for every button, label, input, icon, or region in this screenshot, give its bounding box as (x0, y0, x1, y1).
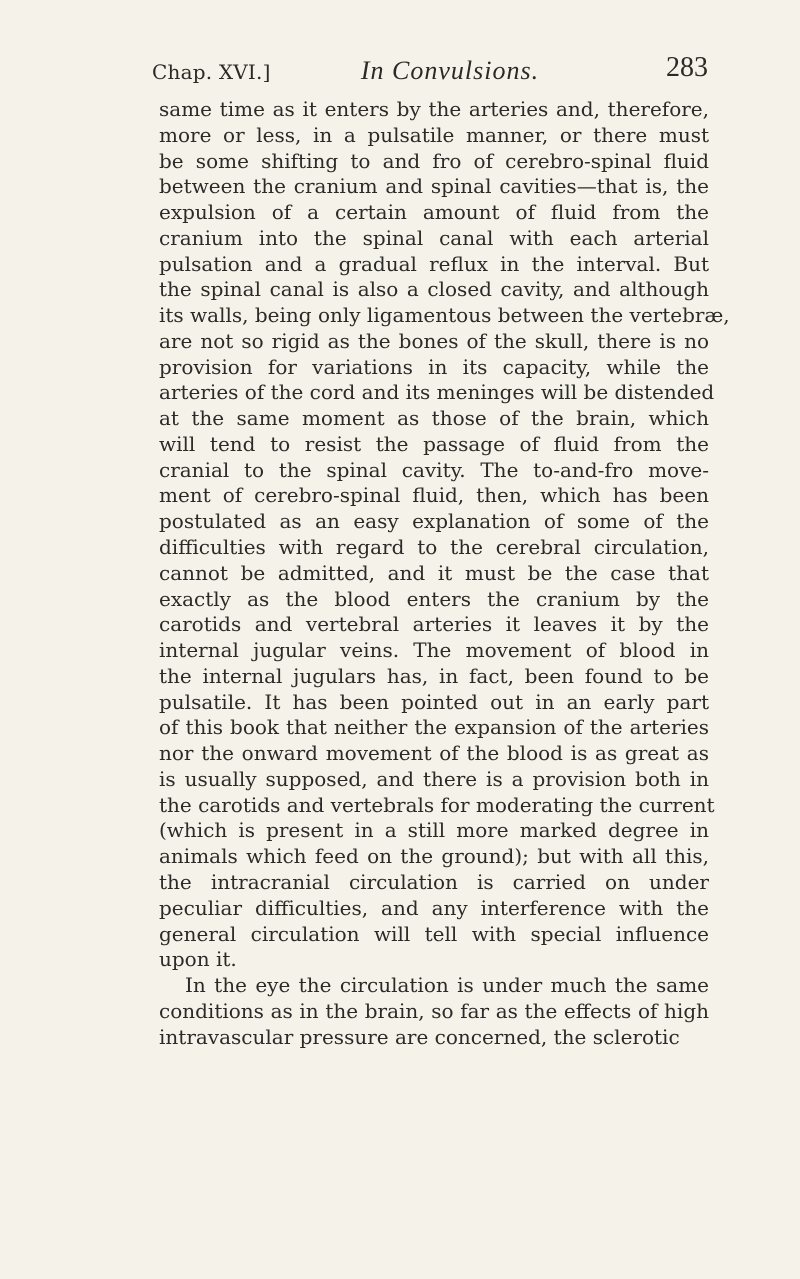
text-line: intravascular pressure are concerned, the sclerotic (159, 1024, 680, 1049)
text-line: upon it. (159, 947, 237, 972)
text-line: internal jugular veins. The movement of blood in (159, 638, 709, 663)
text-line: of this book that neither the expansion of the arteries (159, 715, 709, 740)
text-line: is usually supposed, and there is a provision both in (159, 766, 709, 791)
text-line: difficulties with regard to the cerebral circulation, (159, 535, 709, 560)
text-line: conditions as in the brain, so far as the effects of high (159, 998, 709, 1023)
text-line: between the cranium and spinal cavities—that is, the (159, 174, 709, 199)
text-line: at the same moment as those of the brain, which (159, 406, 709, 431)
text-line: general circulation will tell with special influence (159, 921, 709, 946)
text-line: cranium into the spinal canal with each arterial (159, 225, 709, 250)
text-line: same time as it enters by the arteries and, therefore, (159, 97, 709, 121)
text-line: will tend to resist the passage of fluid from the (159, 431, 709, 456)
text-line: cannot be admitted, and it must be the case that (159, 560, 709, 585)
chapter-label: Chap. XVI.] (152, 60, 271, 84)
text-line: be some shifting to and fro of cerebro-spinal fluid (159, 148, 709, 173)
text-line: more or less, in a pulsatile manner, or there must (159, 122, 709, 147)
text-line: nor the onward movement of the blood is as great as (159, 741, 709, 766)
page-number: 283 (666, 52, 708, 83)
text-line: provision for variations in its capacity, while the (159, 354, 709, 379)
text-line: pulsation and a gradual reflux in the interval. But (159, 251, 709, 276)
text-line: animals which feed on the ground); but with all this, (159, 844, 709, 869)
text-line: cranial to the spinal cavity. The to-and-fro move- (159, 457, 709, 482)
text-line: expulsion of a certain amount of fluid from the (159, 200, 709, 225)
text-line: ment of cerebro-spinal fluid, then, which has been (159, 483, 709, 508)
text-line: are not so rigid as the bones of the skull, there is no (159, 328, 709, 353)
text-line: arteries of the cord and its meninges will be distended (159, 380, 715, 405)
text-line: pulsatile. It has been pointed out in an early part (159, 689, 709, 714)
text-line: peculiar difficulties, and any interference with the (159, 895, 709, 920)
text-line: its walls, being only ligamentous between the vertebræ, (159, 303, 730, 328)
text-line: the intracranial circulation is carried on under (159, 869, 709, 894)
text-line: the carotids and vertebrals for moderating the current (159, 792, 715, 817)
text-line: exactly as the blood enters the cranium by the (159, 586, 709, 611)
text-line: carotids and vertebral arteries it leaves it by the (159, 612, 709, 637)
text-line: the spinal canal is also a closed cavity, and although (159, 277, 709, 302)
body-text (159, 97, 730, 1050)
text-line: (which is present in a still more marked degree in (159, 818, 709, 843)
running-title: In Convulsions. (360, 56, 540, 85)
running-header (152, 52, 708, 92)
text-line: postulated as an easy explanation of some of the (159, 509, 709, 534)
text-line: the internal jugulars has, in fact, been found to be (159, 663, 709, 688)
text-line: In the eye the circulation is under much the same (185, 973, 709, 998)
